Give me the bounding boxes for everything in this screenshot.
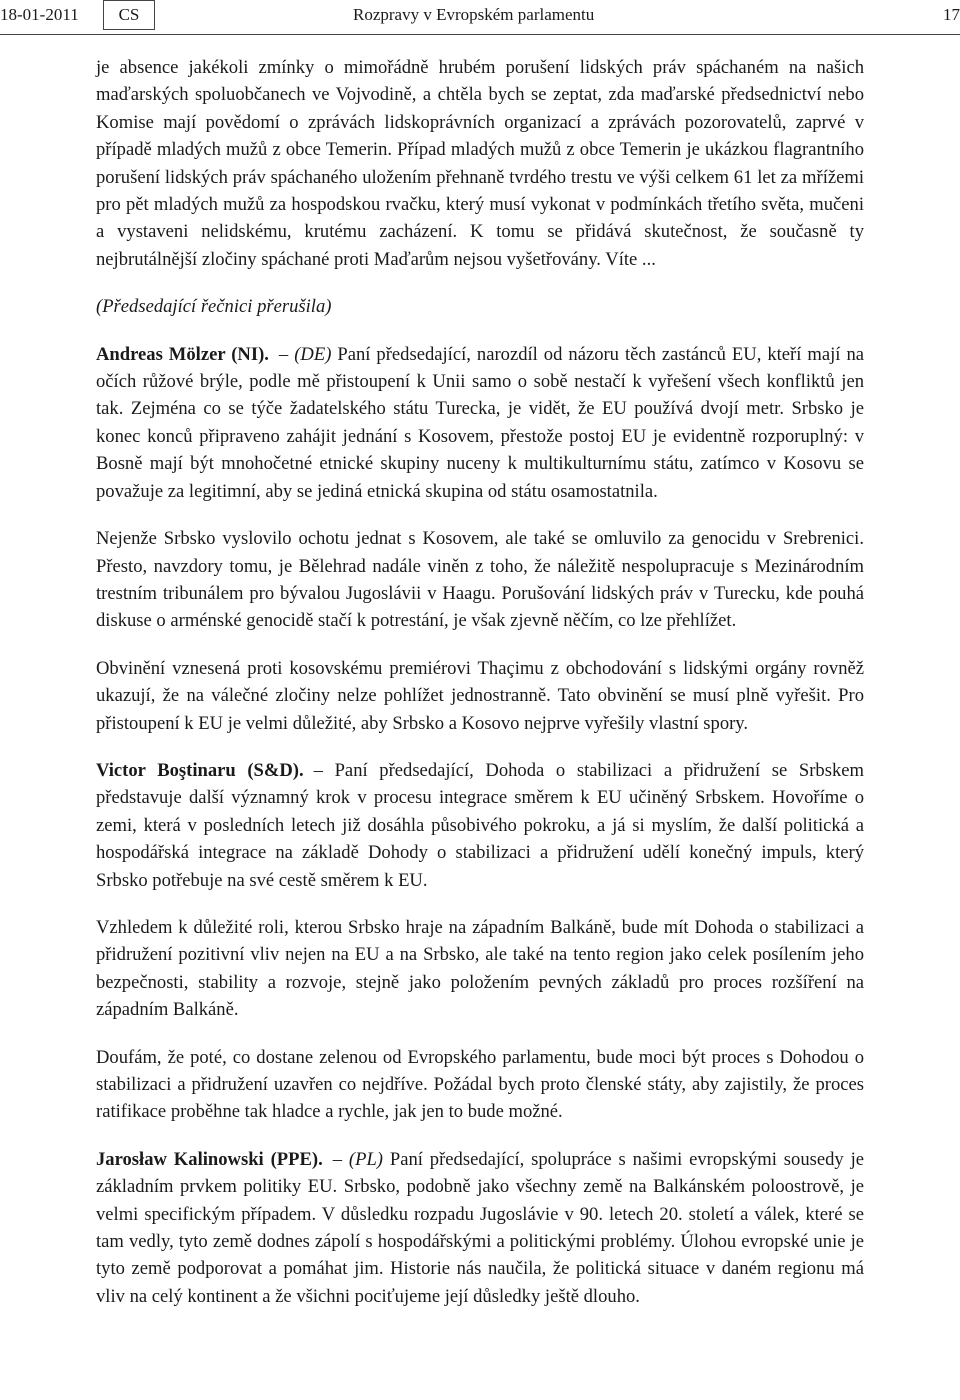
- document-body: [96, 54, 864, 1330]
- speaker-name: Victor Boştinaru (S&D).: [96, 759, 304, 781]
- paragraph-text: Vzhledem k důležité roli, kterou Srbsko hraje na západním Balkáně, bude mít Dohoda o stabilizaci a přidružení pozitivní vliv nejen na EU a na Srbsko, ale také na tento region jako celek posílením jeho bezpečnosti, stability a rozvoje, stejně jako položením pevných základů pro proces rozšíření na západním Balkáně.: [96, 916, 864, 1021]
- language-code: (DE): [294, 343, 332, 365]
- language-code: (PL): [348, 1148, 383, 1170]
- paragraph-8: [96, 1044, 864, 1126]
- paragraph-text: Paní předsedající, narozdíl od názoru těch zastánců EU, kteří mají na očích růžové brýle, podle mě přistoupení k Unii samo o sobě nestačí k vyřešení všech konfliktů jen tak. Zejména co se týče žadatelského státu Turecka, je vidět, že EU používá dvojí metr. Srbsko je konec konců připraveno zahájit jednání s Kosovem, přestože postoj EU je evidentně rozporuplný: v Bosně mají být mnohočetné etnické skupiny nuceny k multikulturnímu státu, zatímco v Kosovu se považuje za legitimní, aby se jediná etnická skupina od státu osamostatnila.: [96, 343, 864, 502]
- language-badge: CS: [103, 0, 155, 30]
- speaker-name: Andreas Mölzer (NI).: [96, 343, 269, 365]
- paragraph-9: [96, 1146, 864, 1310]
- paragraph-4: [96, 525, 864, 635]
- paragraph-1: [96, 54, 864, 273]
- paragraph-5: [96, 655, 864, 737]
- speech-dash: –: [332, 1148, 343, 1170]
- page-number: 17: [943, 5, 960, 24]
- paragraph-text: je absence jakékoli zmínky o mimořádně hrubém porušení lidských práv spáchaném na našich maďarských spoluobčanech ve Vojvodině, a chtěla bych se zeptat, zda maďarské předsednictví nebo Komise mají povědomí o zprávách lidskoprávních organizací a zprávách pozorovatelů, zaprvé v případě mladých mužů z obce Temerin. Případ mladých mužů z obce Temerin je ukázkou flagrantního porušení lidských práv spáchaného uložením přehnaně tvrdého trestu ve výši celkem 61 let za mřížemi pro pět mladých mužů za hospodskou rvačku, který musí vykonat v podmínkách třetího světa, mučeni a vystaveni nelidskému, krutému zacházení. K tomu se přidává skutečnost, že současně ty nejbrutálnější zločiny spáchané proti Maďarům nejsou vyšetřovány. Víte ...: [96, 57, 864, 270]
- header-title: Rozpravy v Evropském parlamentu: [353, 5, 595, 24]
- paragraph-7: [96, 914, 864, 1024]
- paragraph-text: Obvinění vznesená proti kosovskému premiérovi Thaçimu z obchodování s lidskými orgány rovněž ukazují, že na válečné zločiny nelze pohlížet jednostranně. Tato obvinění se musí plně vyřešit. Pro přistoupení k EU je velmi důležité, aby Srbsko a Kosovo nejprve vyřešily vlastní spory.: [96, 657, 864, 734]
- paragraph-6: [96, 757, 864, 894]
- paragraph-text: Nejenže Srbsko vyslovilo ochotu jednat s Kosovem, ale také se omluvilo za genocidu v Srebrenici. Přesto, navzdory tomu, je Bělehrad nadále viněn z toho, že náležitě nespolupracuje s Mezinárodním trestním tribunálem pro bývalou Jugoslávii v Haagu. Porušování lidských práv v Turecku, kde pouhá diskuse o arménské genocidě stačí k potrestání, je však zjevně něčím, co lze přehlížet.: [96, 528, 864, 632]
- page-header: [0, 0, 960, 35]
- header-date: 18-01-2011: [0, 5, 79, 24]
- speaker-name: Jarosław Kalinowski (PPE).: [96, 1148, 323, 1170]
- paragraph-3: [96, 341, 864, 505]
- speech-dash: –: [278, 343, 289, 365]
- paragraph-text: Doufám, že poté, co dostane zelenou od Evropského parlamentu, bude moci být proces s Dohodou o stabilizaci a přidružení uzavřen co nejdříve. Požádal bych proto členské státy, aby zajistily, že proces ratifikace proběhne tak hladce a rychle, jak jen to bude možné.: [96, 1046, 864, 1123]
- speech-dash: –: [313, 759, 323, 781]
- paragraph-2: [96, 293, 864, 320]
- paragraph-text: Paní předsedající, Dohoda o stabilizaci a přidružení se Srbskem představuje další významný krok v procesu integrace směrem k EU učiněný Srbskem. Hovoříme o zemi, která v posledních letech již dosáhla působivého pokroku, a já si myslím, že další politická a hospodářská integrace na základě Dohody o stabilizaci a přidružení udělí konečný impuls, který Srbsko potřebuje na své cestě směrem k EU.: [96, 759, 864, 891]
- chair-interruption-note: (Předsedající řečnici přerušila): [96, 296, 332, 318]
- paragraph-text: Paní předsedající, spolupráce s našimi evropskými sousedy je základním prvkem politiky EU. Srbsko, podobně jako všechny země na Balkánském poloostrově, je velmi specifickým případem. V důsledku rozpadu Jugoslávie v 90. letech 20. století a válek, které se tam vedly, tyto země dodnes zápolí s hospodářskými a politickými problémy. Úlohou evropské unie je tyto země podporovat a pomáhat jim. Historie nás naučila, že politická situace v daném regionu má vliv na celý kontinent a že všichni pociťujeme její důsledky ještě dlouho.: [96, 1148, 864, 1307]
